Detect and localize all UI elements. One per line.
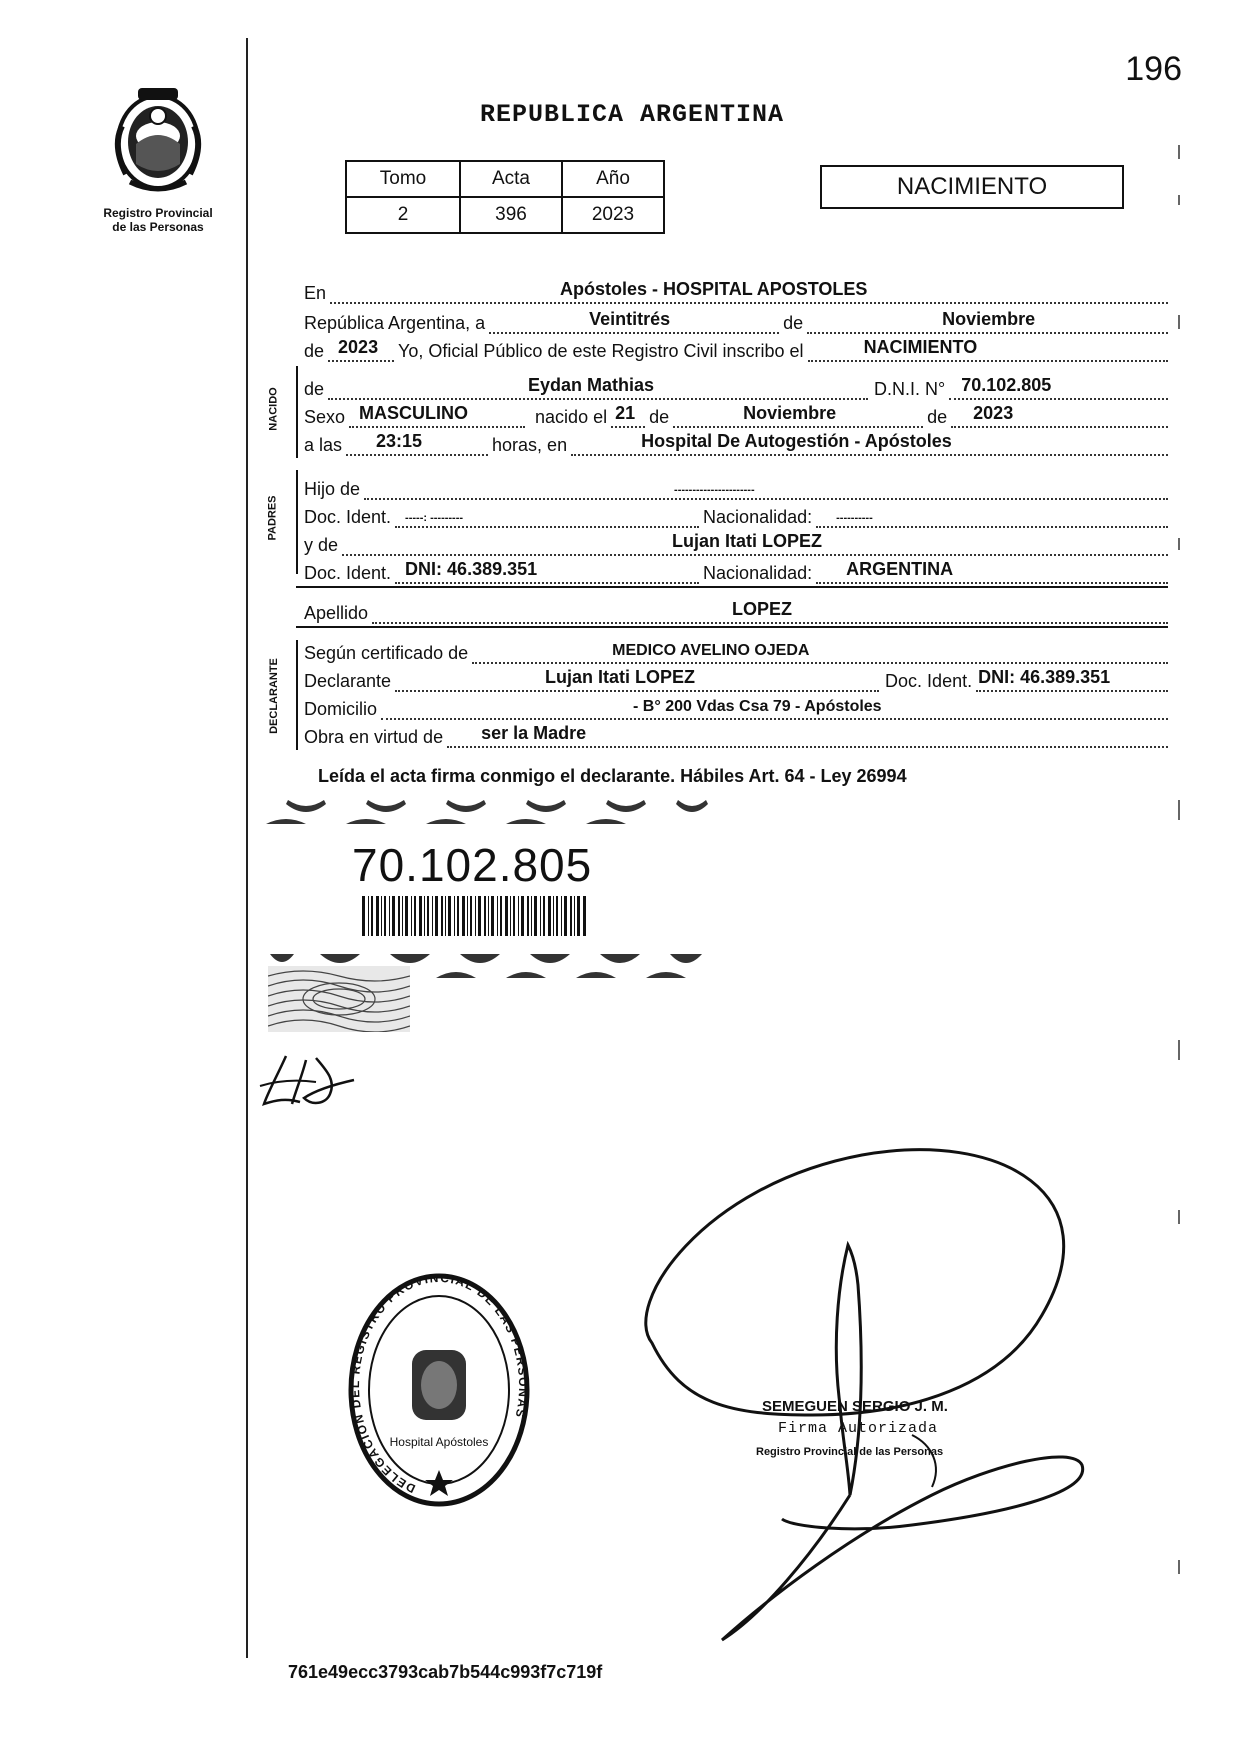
registry-name-line1: Registro Provincial (103, 206, 213, 220)
child-time: 23:15 (376, 431, 423, 451)
father-doc-row (304, 500, 1168, 528)
registration-act: NACIMIENTO (863, 337, 978, 357)
registry-name-line2: de las Personas (112, 220, 204, 234)
child-dni: 70.102.805 (961, 375, 1052, 395)
document-hash: 761e49ecc3793cab7b544c993f7c719f (288, 1662, 603, 1682)
child-name: Eydan Mathias (528, 375, 655, 395)
signatory-name: SEMEGUEN SERGIO J. M. (762, 1398, 948, 1415)
registration-de-label: de (783, 313, 804, 333)
place-label: En (304, 283, 327, 303)
mother-doc-field (395, 560, 699, 584)
scan-mark (1178, 315, 1180, 329)
registration-year: 2023 (338, 337, 379, 357)
bracket (296, 366, 298, 458)
child-time-field (346, 432, 488, 456)
child-year-field (951, 404, 1168, 428)
child-sex-row (304, 400, 1168, 428)
registration-act-field (808, 338, 1168, 362)
declarant-row (304, 664, 1168, 692)
registration-year-field (328, 338, 394, 362)
place-field (330, 280, 1168, 304)
surname-field (372, 600, 1168, 624)
mother-nat-label: Nacionalidad: (703, 563, 813, 583)
side-label-born: NACIDO (267, 387, 280, 431)
capacity-row (304, 720, 1168, 748)
margin-line (246, 38, 248, 1658)
father-doc-label: Doc. Ident. (304, 507, 392, 527)
country-title: REPUBLICA ARGENTINA (479, 100, 785, 129)
mother-name: Lujan Itati LOPEZ (672, 531, 823, 551)
acta-value-tomo: 2 (346, 197, 460, 233)
acta-value-acta: 396 (460, 197, 562, 233)
child-sex: MASCULINO (359, 403, 469, 423)
child-sex-field (349, 404, 525, 428)
father-label: Hijo de (304, 479, 361, 499)
declarant-label: Declarante (304, 671, 392, 691)
registration-month: Noviembre (942, 309, 1036, 329)
father-nat-label: Nacionalidad: (703, 507, 813, 527)
address-value: - B° 200 Vdas Csa 79 - Apóstoles (633, 698, 882, 715)
acta-header-acta: Acta (460, 161, 562, 197)
child-time-label: a las (304, 435, 343, 455)
page-number: 196 (1125, 50, 1182, 88)
acta-value-year: 2023 (562, 197, 664, 233)
scan-mark (1178, 145, 1180, 159)
father-name-field (364, 476, 1168, 500)
declarant-doc: DNI: 46.389.351 (978, 667, 1111, 687)
child-day-field (611, 404, 645, 428)
scan-mark (1178, 1210, 1180, 1224)
child-month-field (673, 404, 923, 428)
surname-value: LOPEZ (732, 599, 793, 619)
child-year: 2023 (973, 403, 1014, 423)
child-birth-place: Hospital De Autogestión - Apóstoles (641, 431, 952, 451)
id-number-printed: 70.102.805 (352, 839, 593, 891)
side-label-parents: PADRES (266, 495, 279, 541)
father-doc-field (395, 504, 699, 528)
scan-mark (1178, 538, 1180, 550)
certificate-label: Según certificado de (304, 643, 469, 663)
bracket (296, 470, 298, 574)
certificate-value: MEDICO AVELINO OJEDA (612, 642, 810, 659)
registration-day: Veintitrés (589, 309, 671, 329)
registration-year-label: de (304, 341, 325, 361)
child-born-label: nacido el (535, 407, 608, 427)
mother-doc-row (304, 556, 1168, 584)
registration-statement-row (304, 334, 1168, 362)
registration-month-field (807, 310, 1168, 334)
registration-day-field (489, 310, 779, 334)
address-row (304, 692, 1168, 720)
child-de-label-2: de (649, 407, 670, 427)
father-nat-field (816, 504, 1168, 528)
initials-signature (256, 1050, 364, 1110)
registry-seal (346, 1270, 532, 1510)
certificate-field (472, 640, 1168, 664)
capacity-label: Obra en virtud de (304, 727, 444, 747)
mother-label: y de (304, 535, 339, 555)
signatory-org: Registro Provincial de las Personas (756, 1446, 944, 1458)
scan-mark (1178, 800, 1180, 820)
declarant-name-field (395, 668, 879, 692)
side-label-declarant: DECLARANTE (267, 658, 280, 734)
closing-statement: Leída el acta firma conmigo el declarante. Hábiles Art. 64 - Ley 26994 (318, 766, 907, 786)
address-label: Domicilio (304, 699, 378, 719)
security-stamp (268, 966, 410, 1032)
surname-row (304, 596, 1168, 624)
declarant-doc-label: Doc. Ident. (885, 671, 973, 691)
child-birth-place-field (571, 432, 1168, 456)
scan-mark (1178, 1040, 1180, 1060)
mother-nat-field (816, 560, 1168, 584)
acta-table (345, 160, 665, 234)
capacity-field (447, 724, 1168, 748)
capacity-value: ser la Madre (481, 723, 587, 743)
address-field (381, 696, 1168, 720)
place-row (304, 276, 1168, 304)
mother-doc: DNI: 46.389.351 (405, 559, 538, 579)
divider (296, 586, 1168, 588)
registration-date-label: República Argentina, a (304, 313, 486, 333)
certificate-row (304, 636, 1168, 664)
declarant-doc-field (976, 668, 1168, 692)
mother-doc-label: Doc. Ident. (304, 563, 392, 583)
divider (296, 626, 1168, 628)
mother-nationality: ARGENTINA (846, 559, 954, 579)
child-month: Noviembre (743, 403, 837, 423)
record-type-box: NACIMIENTO (820, 165, 1124, 209)
declarant-name: Lujan Itati LOPEZ (545, 667, 696, 687)
child-de-label: de (304, 379, 325, 399)
child-dni-label: D.N.I. N° (874, 379, 946, 399)
security-pattern-top (266, 796, 718, 826)
child-place-label: horas, en (492, 435, 568, 455)
child-name-row (304, 372, 1168, 400)
place-value: Apóstoles - HOSPITAL APOSTOLES (560, 279, 868, 299)
signatory-role: Firma Autorizada (778, 1420, 939, 1437)
bracket (296, 640, 298, 750)
registration-date-row (304, 306, 1168, 334)
authorized-signature (612, 1115, 1132, 1645)
registration-statement: Yo, Oficial Público de este Registro Civil inscribo el (398, 341, 804, 361)
father-name: ---------------------- (674, 484, 755, 496)
child-dni-field (949, 376, 1168, 400)
acta-header-tomo: Tomo (346, 161, 460, 197)
scan-mark (1178, 195, 1180, 205)
father-nationality: ---------- (836, 512, 873, 524)
scan-mark (1178, 1560, 1180, 1574)
seal-outer-text: DELEGACION DEL REGISTRO PROVINCIAL DE LAS PERSONAS (347, 1270, 531, 1496)
child-de-label-3: de (927, 407, 948, 427)
acta-header-year: Año (562, 161, 664, 197)
child-time-row (304, 428, 1168, 456)
father-name-row (304, 472, 1168, 500)
mother-name-field (342, 532, 1168, 556)
registry-name (88, 206, 228, 234)
surname-label: Apellido (304, 603, 369, 623)
father-doc: -----: --------- (405, 512, 464, 524)
barcode (362, 896, 586, 936)
child-day: 21 (615, 403, 636, 423)
child-sex-label: Sexo (304, 407, 346, 427)
seal-inner-text: Hospital Apóstoles (389, 1435, 489, 1449)
child-name-field (328, 376, 868, 400)
mother-name-row (304, 528, 1168, 556)
